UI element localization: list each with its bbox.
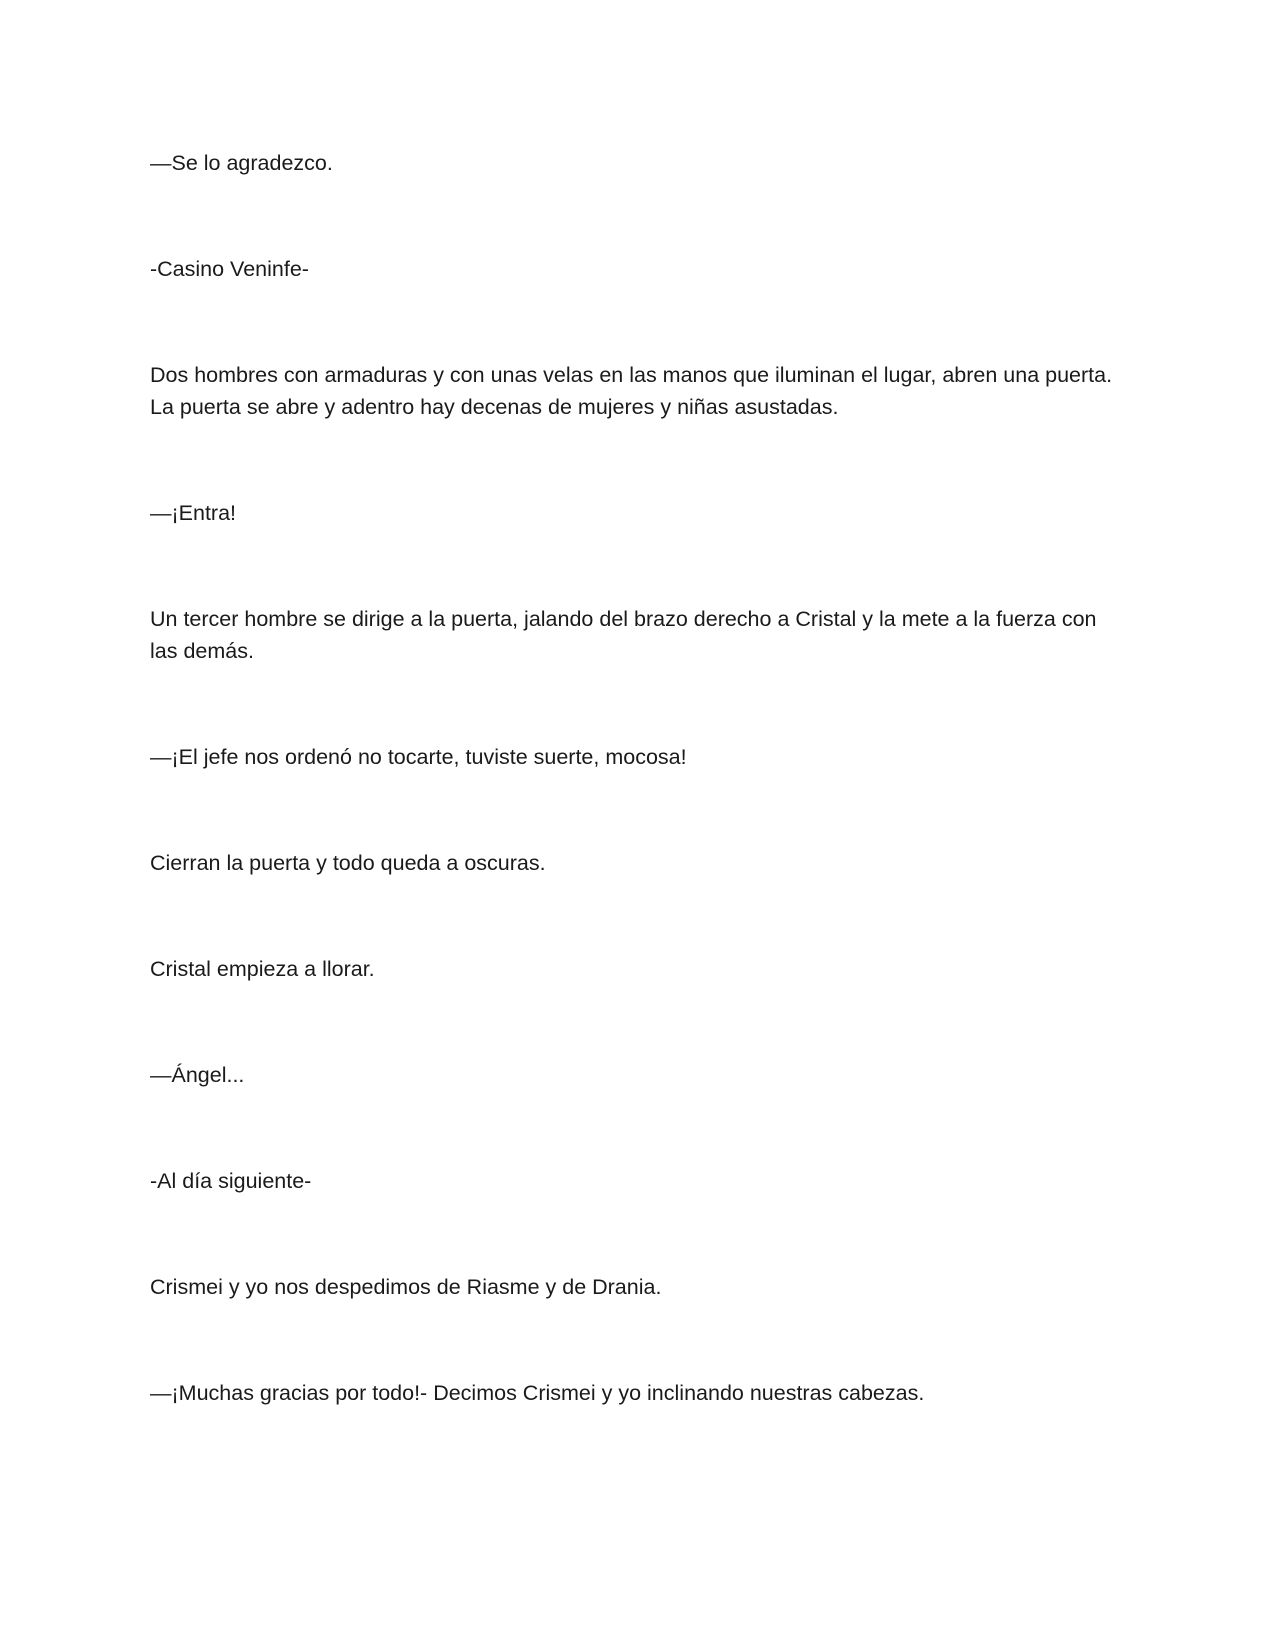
paragraph-6: —¡El jefe nos ordenó no tocarte, tuviste suerte, mocosa! bbox=[150, 745, 687, 769]
paragraph-5: Un tercer hombre se dirige a la puerta, jalando del brazo derecho a Cristal y la mete a la fuerza con las demás. bbox=[150, 607, 1097, 663]
paragraph-1: —Se lo agradezco. bbox=[150, 151, 333, 175]
paragraph-9: —Ángel... bbox=[150, 1063, 245, 1087]
scene-heading-next-day: -Al día siguiente- bbox=[150, 1169, 312, 1193]
paragraph-8: Cristal empieza a llorar. bbox=[150, 957, 375, 981]
paragraph-3: Dos hombres con armaduras y con unas velas en las manos que iluminan el lugar, abren una puerta. La puerta se abre y adentro hay decenas de mujeres y niñas asustadas. bbox=[150, 363, 1113, 419]
paragraph-12: —¡Muchas gracias por todo!- Decimos Crismei y yo inclinando nuestras cabezas. bbox=[150, 1381, 925, 1405]
paragraph-4: —¡Entra! bbox=[150, 501, 237, 525]
scene-heading-casino: -Casino Veninfe- bbox=[150, 257, 309, 281]
paragraph-11: Crismei y yo nos despedimos de Riasme y de Drania. bbox=[150, 1275, 662, 1299]
paragraph-7: Cierran la puerta y todo queda a oscuras. bbox=[150, 851, 546, 875]
